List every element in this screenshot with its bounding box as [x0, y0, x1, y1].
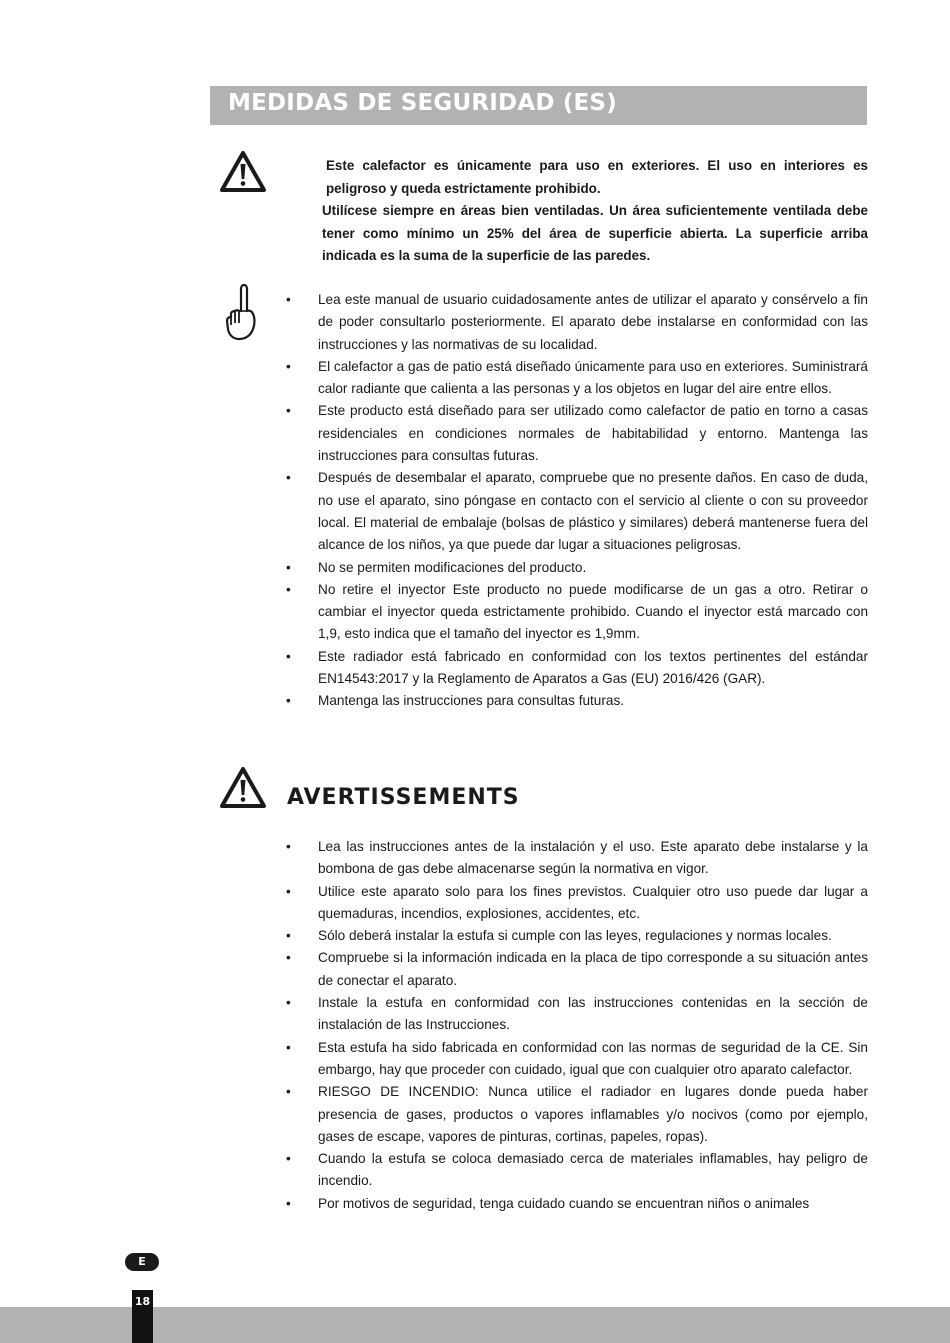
bullet: • [286, 292, 291, 307]
list-item-text: Lea las instrucciones antes de la instalación y el uso. Este aparato debe instalarse y la bombona de gas debe almacenarse según la normativa en vigor. [318, 839, 868, 877]
list-item [286, 947, 868, 992]
list-item-text: Este producto está diseñado para ser utilizado como calefactor de patio en torno a casas residenciales en condiciones normales de habitabilidad y entorno. Mantenga las instrucciones para consultas futuras. [318, 403, 868, 464]
bullet: • [286, 403, 291, 419]
warning-triangle-icon [219, 149, 267, 193]
bullet: • [286, 693, 291, 709]
bullet: • [286, 839, 291, 854]
bullet: • [286, 1084, 291, 1100]
warning-paragraph: Utilícese siempre en áreas bien ventiladas. Un área suficientemente ventilada debe tener como mínimo un 25% del área de superficie abierta. La superficie arriba indicada es la suma de la superficie de las paredes. [322, 203, 868, 263]
bullet: • [286, 1039, 291, 1055]
list-item [286, 1037, 868, 1082]
bullet: • [286, 648, 291, 664]
list-item-text: No retire el inyector Este producto no puede modificarse de un gas a otro. Retirar o cambiar el inyector queda estrictamente prohibido. Cuando el inyector está marcado con 1,9, esto indica que el tamaño del inyector es 1,9mm. [318, 581, 868, 642]
list-item [286, 690, 868, 712]
list-item [286, 356, 868, 401]
list-item [286, 992, 868, 1037]
bullet: • [286, 995, 291, 1011]
list-item [286, 881, 868, 926]
list-item-text: Sólo deberá instalar la estufa si cumple con las leyes, regulaciones y normas locales. [318, 928, 832, 944]
list-item [286, 1148, 868, 1193]
pointing-hand-icon [224, 281, 258, 341]
warning-paragraph: Este calefactor es únicamente para uso en exteriores. El uso en interiores es peligroso y queda estrictamente prohibido. [326, 158, 868, 196]
language-badge: E [125, 1253, 159, 1271]
warnings-section-title: AVERTISSEMENTS [287, 785, 520, 810]
list-item-text: No se permiten modificaciones del producto. [318, 559, 587, 575]
list-item-text: RIESGO DE INCENDIO: Nunca utilice el radiador en lugares donde pueda haber presencia de gases, productos o vapores inflamables y/o nocivos (como por ejemplo, gases de escape, vapores de pinturas, cortinas, papeles, ropas). [318, 1084, 868, 1144]
list-item [286, 400, 868, 467]
list-item-text: Compruebe si la información indicada en la placa de tipo corresponde a su situación antes de conectar el aparato. [318, 950, 868, 988]
list-item-text: Cuando la estufa se coloca demasiado cerca de materiales inflamables, hay peligro de incendio. [318, 1151, 868, 1189]
list-item-text: Este radiador está fabricado en conformidad con los textos pertinentes del estándar EN14543:2017 y la Reglamento de Aparatos a Gas (EU) 2016/426 (GAR). [318, 648, 868, 687]
bullet: • [286, 559, 291, 575]
bullet: • [286, 358, 291, 374]
section-header [210, 86, 867, 125]
bullet: • [286, 1151, 291, 1167]
list-item [286, 467, 868, 556]
list-item [286, 925, 868, 947]
list-item [286, 557, 868, 579]
list-item-text: Lea este manual de usuario cuidadosamente antes de utilizar el aparato y consérvelo a fin de poder consultarlo posteriormente. El aparato debe instalarse en conformidad con las instrucciones y las normativas de su localidad. [318, 292, 868, 352]
list-item-text: Por motivos de seguridad, tenga cuidado cuando se encuentran niños o animales [318, 1195, 810, 1211]
warning-triangle-icon [219, 765, 267, 809]
page-number: 18 [132, 1290, 153, 1343]
list-item-text: Instale la estufa en conformidad con las instrucciones contenidas en la sección de instalación de las Instrucciones. [318, 995, 868, 1033]
bullet: • [286, 928, 291, 944]
list-item-text: Después de desembalar el aparato, compruebe que no presente daños. En caso de duda, no use el aparato, sino póngase en contacto con el servicio al cliente o con su proveedor local. El material de embalaje (bolsas de plástico y similares) deberá mantenerse fuera del alcance de los niños, ya que puede dar lugar a situaciones peligrosas. [318, 470, 868, 553]
list-item [286, 1081, 868, 1148]
warnings-list [286, 836, 868, 1215]
list-item [286, 579, 868, 646]
list-item-text: El calefactor a gas de patio está diseñado únicamente para uso en exteriores. Suministrará calor radiante que calienta a las personas y a los objetos en lugar del aire entre ellos. [318, 358, 868, 397]
page-title: MEDIDAS DE SEGURIDAD (ES) [228, 90, 617, 116]
list-item-text: Esta estufa ha sido fabricada en conformidad con las normas de seguridad de la CE. Sin embargo, hay que proceder con cuidado, igual que con cualquier otro aparato calefactor. [318, 1039, 868, 1077]
list-item [286, 289, 868, 356]
list-item [286, 1193, 868, 1215]
list-item [286, 836, 868, 881]
list-item [286, 646, 868, 691]
list-item-text: Utilice este aparato solo para los fines previstos. Cualquier otro uso puede dar lugar a quemaduras, incendios, explosiones, accidentes, etc. [318, 883, 868, 921]
bullet: • [286, 950, 291, 966]
bullet: • [286, 581, 291, 597]
safety-instructions-list [286, 289, 868, 713]
bullet: • [286, 883, 291, 899]
bullet: • [286, 470, 291, 486]
warning-text [322, 155, 868, 268]
bullet: • [286, 1195, 291, 1211]
list-item-text: Mantenga las instrucciones para consultas futuras. [318, 693, 625, 709]
